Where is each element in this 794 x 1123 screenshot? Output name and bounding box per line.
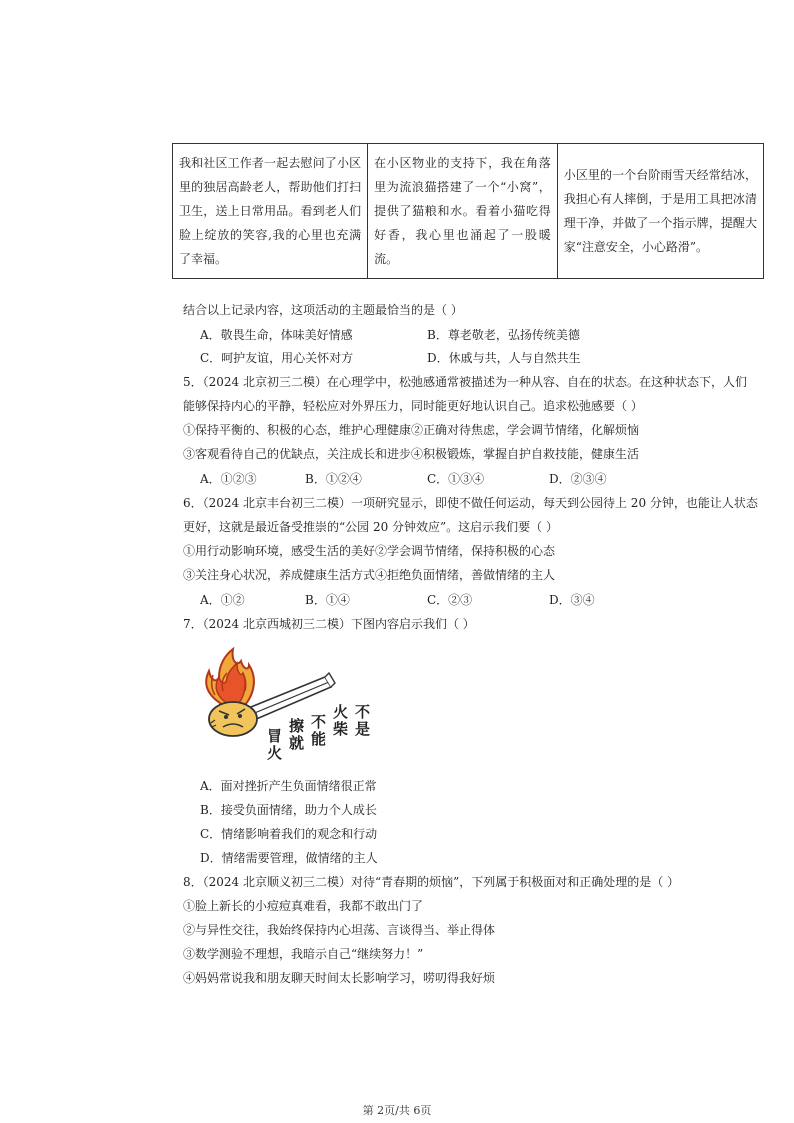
q4-option-b: B．尊老敬老，弘扬传统美德 — [427, 328, 580, 342]
cartoon-text-col-3 — [311, 713, 326, 748]
cartoon-text-col-4-char: 擦 — [289, 717, 305, 735]
q6-stem-line2: 更好，这就是最近备受推崇的“公园 20 分钟效应”。这启示我们要（ ） — [183, 520, 558, 534]
page-footer: 第 2页/共 6页 — [362, 1104, 432, 1117]
q6-option-b: B．①④ — [305, 593, 350, 607]
q6-option-c: C．②③ — [427, 593, 473, 607]
cartoon-text-col-4 — [289, 717, 304, 752]
q6-option-d: D．③④ — [549, 593, 595, 607]
q5-option-b: B．①②④ — [305, 472, 362, 486]
q5-items-line2: ③客观看待自己的优缺点，关注成长和进步④积极锻炼，掌握自护自救技能，健康生活 — [183, 447, 640, 461]
table-cell-cat: 在小区物业的支持下，我在角落里为流浪猫搭建了一个“小窝”，提供了猫粮和水。看着小猫吃得好香，我心里也涌起了一股暖流。 — [368, 144, 558, 279]
cartoon-text-col-3-char: 不 — [311, 713, 327, 731]
table-row — [173, 144, 764, 279]
cartoon-text-col-1-char: 是 — [355, 720, 371, 738]
q8-stem: 8．（2024 北京顺义初三二模）对待“青春期的烦恼”，下列属于积极面对和正确处理的是（ ） — [183, 875, 680, 889]
cartoon-text-col-5-char: 冒 — [267, 727, 283, 745]
q7-option-c: C．情绪影响着我们的观念和行动 — [200, 827, 378, 841]
table-cell-elderly: 我和社区工作者一起去慰问了小区里的独居高龄老人，帮助他们打扫卫生，送上日常用品。看到老人们脸上绽放的笑容,我的心里也充满了幸福。 — [173, 144, 368, 279]
q4-option-c: C．呵护友谊，用心关怀对方 — [200, 351, 354, 365]
cartoon-text-col-5-char: 火 — [267, 744, 283, 762]
cartoon-text-col-4-char: 就 — [289, 734, 305, 752]
cartoon-text-col-1 — [355, 703, 370, 738]
q7-option-d: D．情绪需要管理，做情绪的主人 — [200, 851, 378, 865]
q8-item-2: ②与异性交往，我始终保持内心坦荡、言谈得当、举止得体 — [183, 923, 496, 937]
q5-option-c: C．①③④ — [427, 472, 485, 486]
activity-record-table — [172, 143, 764, 279]
q6-option-a: A．①② — [200, 593, 245, 607]
q8-item-4: ④妈妈常说我和朋友聊天时间太长影响学习，唠叨得我好烦 — [183, 971, 496, 985]
q4-stem: 结合以上记录内容，这项活动的主题最恰当的是（ ） — [183, 303, 463, 317]
cartoon-text-col-2 — [333, 703, 348, 738]
cartoon-text-col-2-char: 柴 — [333, 720, 349, 738]
q6-stem-line1: 6．（2024 北京丰台初三二模）一项研究显示，即使不做任何运动，每天到公园待上 20 分钟，也能让人状态 — [183, 496, 758, 510]
q5-option-a: A．①②③ — [200, 472, 257, 486]
match-head-face — [209, 702, 257, 736]
cartoon-text-col-3-char: 能 — [311, 730, 327, 748]
q7-stem: 7．（2024 北京西城初三二模）下图内容启示我们（ ） — [183, 617, 475, 631]
cartoon-text-col-2-char: 火 — [333, 703, 349, 721]
cartoon-text-col-1-char: 不 — [355, 703, 371, 721]
match-cartoon — [183, 647, 383, 765]
q6-items-line1: ①用行动影响环境，感受生活的美好②学会调节情绪，保持积极的心态 — [183, 544, 556, 558]
q4-option-d: D．休戚与共，人与自然共生 — [427, 351, 581, 365]
q5-items-line1: ①保持平衡的、积极的心态，维护心理健康②正确对待焦虑，学会调节情绪，化解烦恼 — [183, 423, 640, 437]
q4-option-a: A．敬畏生命，体味美好情感 — [200, 328, 353, 342]
q7-option-b: B．接受负面情绪，助力个人成长 — [200, 803, 377, 817]
q8-item-1: ①脸上新长的小痘痘真难看，我都不敢出门了 — [183, 899, 424, 913]
cartoon-text-col-5 — [267, 727, 282, 762]
q6-items-line2: ③关注身心状况，养成健康生活方式④拒绝负面情绪，善做情绪的主人 — [183, 568, 556, 582]
table-cell-ice: 小区里的一个台阶雨雪天经常结冰，我担心有人摔倒，于是用工具把冰清理干净，并做了一个指示牌，提醒大家“注意安全，小心路滑”。 — [557, 144, 763, 279]
flame-icon — [206, 649, 254, 707]
q5-option-d: D．②③④ — [549, 472, 607, 486]
q8-item-3: ③数学测验不理想，我暗示自己“继续努力！” — [183, 947, 424, 961]
q5-stem-line1: 5．（2024 北京初三二模）在心理学中，松弛感通常被描述为一种从容、自在的状态。在这种状态下，人们 — [183, 375, 747, 389]
q7-option-a: A．面对挫折产生负面情绪很正常 — [200, 779, 377, 793]
q5-stem-line2: 能够保持内心的平静，轻松应对外界压力，同时能更好地认识自己。追求松弛感要（ ） — [183, 399, 643, 413]
